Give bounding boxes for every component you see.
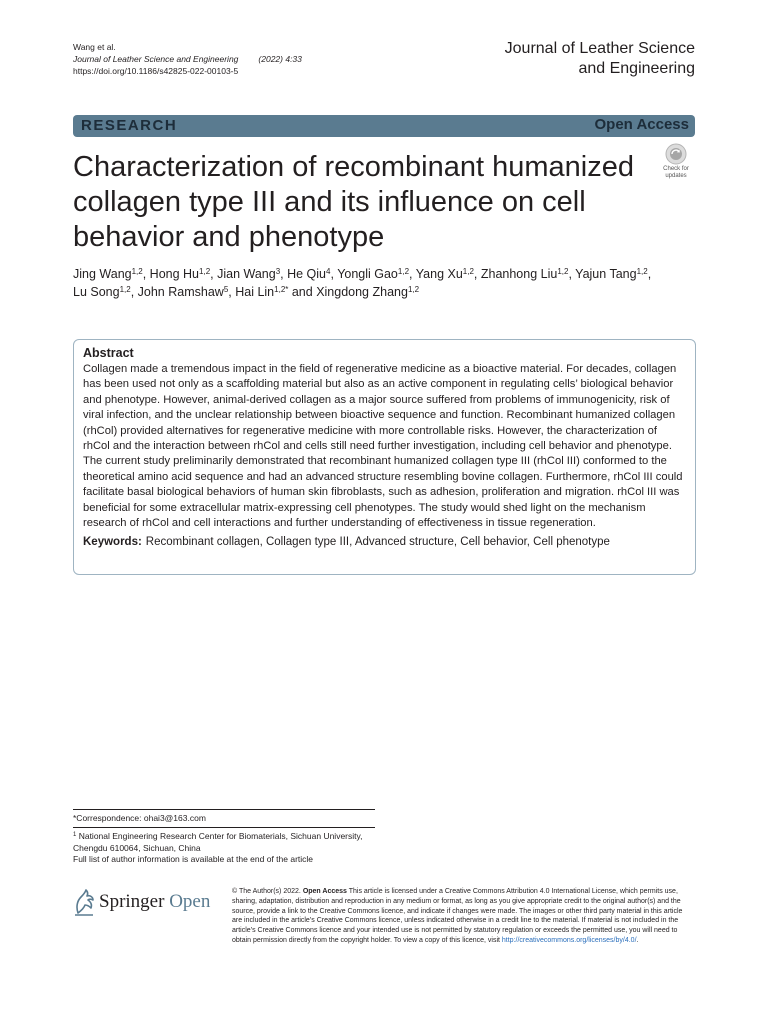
springer-open-wordmark — [99, 891, 210, 913]
author-affiliation: 1,2* — [274, 285, 289, 294]
open-access-label: Open Access — [594, 116, 689, 133]
author-affiliation: 1,2 — [397, 267, 410, 276]
author-affiliation: 5 — [223, 285, 229, 294]
citation-block — [73, 41, 302, 77]
keywords-label: Keywords: — [83, 536, 142, 549]
footnote-divider-2 — [73, 827, 375, 828]
author-name[interactable]: Yajun Tang — [575, 267, 637, 281]
author-affiliation: 1,2 — [462, 267, 474, 276]
license-prefix: © The Author(s) 2022. — [232, 888, 301, 895]
affiliation-note — [73, 831, 373, 866]
footnote-divider — [73, 809, 375, 810]
doi-link[interactable]: https://doi.org/10.1186/s42825-022-00103-5 — [73, 66, 239, 76]
author-name[interactable]: Hai Lin — [235, 285, 275, 299]
author-name[interactable]: Hong Hu — [149, 267, 200, 281]
abstract-text: Collagen made a tremendous impact in the field of regenerative medicine as a bioactive material. For decades, collagen has been used not only as a scaffolding material but also as an active component in regulating cells’ biological behavior and phenotype. However, animal-derived collagen as a major source suffered from problems of immunogenicity, risk of viral infection, and the unclear relationship between bioactive sequence and function. Recombinant humanized collagen (rhCol) provided alternatives for regenerative medicine with more controllable risks. However, the characterization of rhCol and the interaction between rhCol and cells still need further investigation, including cell behavior and phenotype. The current study preliminarily demonstrated that recombinant humanized collagen type III (rhCol III) conformed to the theoretical amino acid sequence and had an advanced structure resembling bovine collagen. Furthermore, rhCol III could facilitate basal biological behaviors of human skin fibroblasts, such as adhesion, proliferation and migration. rhCol III was beneficial for some extracellular matrix-expressing cell phenotypes. The study would shed light on the mechanism research of rhCol and cell interactions and further understanding of effectiveness in tissue regeneration. — [83, 363, 683, 530]
author-name[interactable]: Lu Song — [73, 285, 120, 299]
journal-name-line-2: and Engineering — [578, 60, 695, 77]
journal-citation-name: Journal of Leather Science and Engineering — [73, 54, 239, 64]
author-name[interactable]: Yongli Gao — [337, 267, 398, 281]
author-info-note: Full list of author information is available at the end of the article — [73, 854, 314, 864]
article-title: Characterization of recombinant humanized collagen type III and its influence on cell behavior and phenotype — [73, 151, 634, 253]
license-text — [232, 887, 694, 946]
license-open-access: Open Access — [302, 888, 347, 895]
author-name[interactable]: Xingdong Zhang — [316, 285, 408, 299]
author-list: Jing Wang$^{1,2}$, Hong Hu$^{1,2}$, Jian Wang$^3$, He Qiu$^4$, Yongli Gao$^{1,2}$, Yang Xu$^{1,2}$, Zhanhong Liu$^{1,2}$, Yajun Tang$^{1,2}$, Lu Song$^{1,2}$, John Ramshaw$^5$, Hai Lin$^{1,2*}$ and Xingdong Zhang$^{1,2}$ — [73, 267, 652, 299]
affiliation-text: National Engineering Research Center for Biomaterials, Sichuan University, Chengdu 610064, Sichuan, China — [73, 831, 363, 853]
author-short-text: Wang et al. — [73, 42, 116, 52]
authors-and: and — [288, 285, 317, 299]
author-name[interactable]: Jing Wang — [73, 267, 132, 281]
check-updates-text — [657, 166, 695, 179]
author-affiliation: 3 — [275, 267, 281, 276]
author-affiliation: 1,2 — [119, 285, 131, 294]
affiliation-number: 1 — [73, 832, 77, 838]
keywords — [83, 534, 686, 550]
journal-name-line-1: Journal of Leather Science — [504, 40, 695, 57]
journal-name — [435, 39, 695, 79]
author-affiliation: 1,2 — [636, 267, 648, 276]
author-name[interactable]: Zhanhong Liu — [480, 267, 558, 281]
correspondence-note: *Correspondence: ohai3@163.com — [73, 813, 206, 823]
abstract-box — [73, 339, 696, 575]
author-affiliation: 1,2 — [407, 285, 420, 294]
article-type-bar — [73, 115, 695, 137]
year-volume: (2022) 4:33 — [258, 54, 302, 64]
check-updates-icon — [663, 143, 689, 165]
springer-word: Springer — [99, 891, 165, 912]
check-for-updates-button[interactable] — [657, 143, 695, 181]
license-link[interactable]: http://creativecommons.org/licenses/by/4.0/ — [501, 936, 637, 944]
author-name[interactable]: Yang Xu — [415, 267, 463, 281]
author-affiliation: 1,2 — [557, 267, 569, 276]
springer-open-logo — [73, 889, 223, 919]
author-affiliation: 4 — [326, 267, 331, 276]
license-body: This article is licensed under a Creative Commons Attribution 4.0 International License, which permits use, sharing, adaptation, distribution and reproduction in any medium or format, as long as you give appropriate credit to the original author(s) and the source, provide a link to the Creative Commons licence, and indicate if changes were made. The images or other third party material in this article are included in the article’s Creative Commons licence, unless indicated otherwise in a credit line to the material. If material is not included in the article’s Creative Commons licence and your intended use is not permitted by statutory regulation or exceeds the permitted use, you will need to obtain permission directly from the copyright holder. To view a copy of this licence, visit — [232, 888, 683, 944]
author-short — [73, 41, 302, 53]
author-affiliation: 1,2 — [131, 267, 143, 276]
abstract-heading: Abstract — [83, 346, 134, 360]
check-updates-line2: updates — [665, 172, 687, 179]
article-type-label: RESEARCH — [81, 117, 178, 134]
journal-citation — [73, 53, 302, 65]
author-name[interactable]: Jian Wang — [217, 267, 276, 281]
keywords-text: Recombinant collagen, Collagen type III, Advanced structure, Cell behavior, Cell phenotype — [145, 536, 610, 549]
affiliation-line — [73, 831, 373, 854]
license-suffix: . — [636, 936, 639, 944]
open-word: Open — [169, 891, 211, 912]
springer-horse-icon — [73, 889, 97, 917]
author-affiliation: 1,2 — [199, 267, 211, 276]
check-updates-line1: Check for — [663, 166, 689, 172]
author-name[interactable]: John Ramshaw — [137, 285, 224, 299]
author-name[interactable]: He Qiu — [287, 267, 326, 281]
